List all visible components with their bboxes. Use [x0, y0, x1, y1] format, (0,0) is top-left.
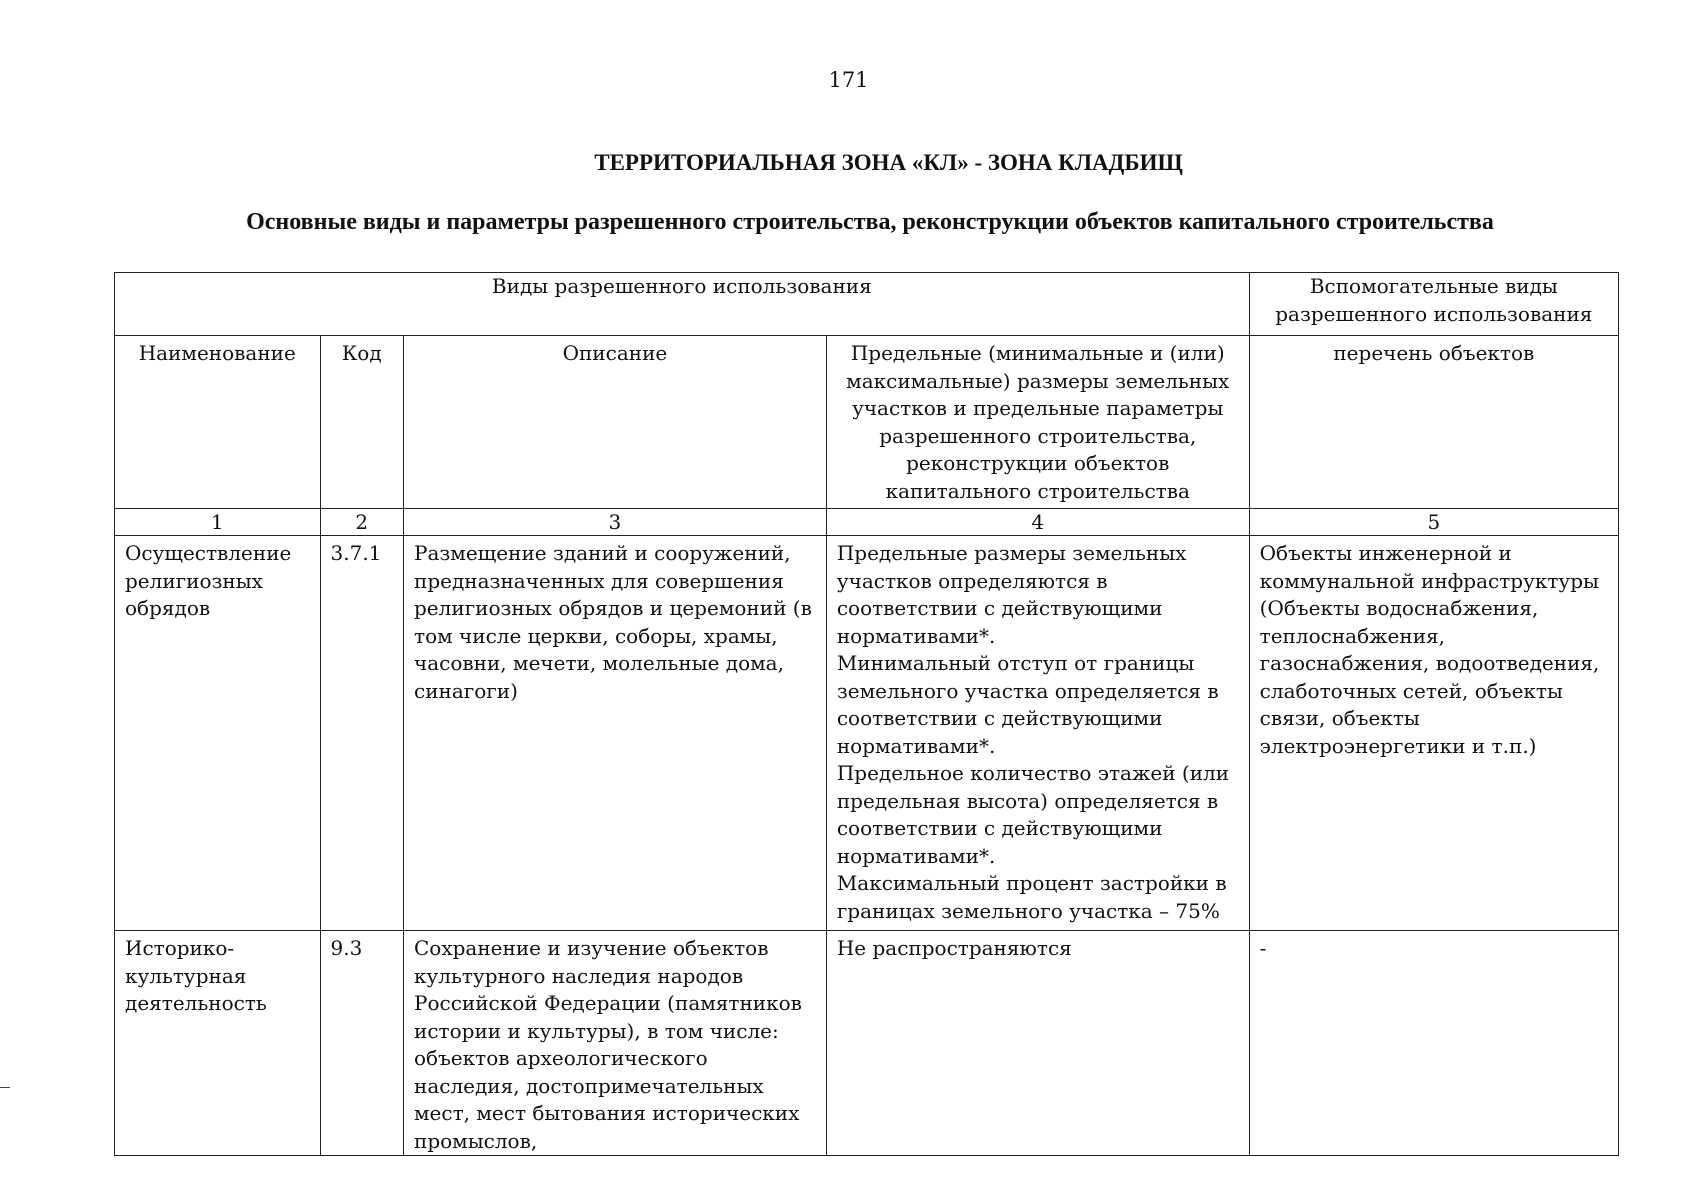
cell-code: 9.3 [320, 931, 403, 1156]
page-number: 171 [828, 68, 869, 92]
limit-line: Предельные размеры земельных участков определяются в соответствии с действующими нормативами*. [836, 541, 1187, 648]
limit-line: Минимальный отступ от границы земельного участка определяется в соответствии с действующими нормативами*. [836, 651, 1219, 758]
cell-description: Размещение зданий и сооружений, предназначенных для совершения религиозных обрядов и церемоний (в том числе церкви, соборы, храмы, часовни, мечети, молельные дома, синагоги) [404, 536, 827, 931]
column-header-description: Описание [404, 336, 827, 509]
page-title: ТЕРРИТОРИАЛЬНАЯ ЗОНА «КЛ» - ЗОНА КЛАДБИЩ [594, 150, 1183, 175]
column-number: 2 [320, 509, 403, 536]
cell-description: Сохранение и изучение объектов культурного наследия народов Российской Федерации (памятников истории и культуры), в том числе: объектов археологического наследия, достопримечательных мест, мест бытования исторических промыслов, [404, 931, 827, 1156]
group-header-cell: Виды разрешенного использования [115, 273, 1250, 336]
column-header-objects: перечень объектов [1249, 336, 1618, 509]
aux-header-cell: Вспомогательные виды разрешенного использования [1249, 273, 1618, 336]
zoning-table [114, 272, 1619, 1156]
column-header-code: Код [320, 336, 403, 509]
cell-limits [826, 536, 1249, 931]
column-number: 3 [404, 509, 827, 536]
margin-mark [0, 1087, 10, 1088]
table-row [115, 931, 1619, 1156]
cell-code: 3.7.1 [320, 536, 403, 931]
cell-aux-objects: - [1249, 931, 1618, 1156]
cell-limits [826, 931, 1249, 1156]
table-header-row-columns [115, 336, 1619, 509]
section-subtitle: Основные виды и параметры разрешенного строительства, реконструкции объектов капитального строительства [246, 209, 1494, 235]
zoning-table-grid [114, 272, 1619, 1156]
cell-name: Историко-культурная деятельность [115, 931, 321, 1156]
table-header-row-group [115, 273, 1619, 336]
column-number: 5 [1249, 509, 1618, 536]
table-row [115, 536, 1619, 931]
cell-name: Осуществление религиозных обрядов [115, 536, 321, 931]
column-number-row [115, 509, 1619, 536]
column-header-name: Наименование [115, 336, 321, 509]
column-number: 1 [115, 509, 321, 536]
column-number: 4 [826, 509, 1249, 536]
limit-line: Максимальный процент застройки в границах земельного участка – 75% [836, 871, 1227, 923]
cell-aux-objects: Объекты инженерной и коммунальной инфраструктуры (Объекты водоснабжения, теплоснабжения, газоснабжения, водоотведения, слаботочных сетей, объекты связи, объекты электроэнергетики и т.п.) [1249, 536, 1618, 931]
limit-line: Не распространяются [836, 936, 1072, 960]
limit-line: Предельное количество этажей (или предельная высота) определяется в соответствии с действующими нормативами*. [836, 761, 1230, 868]
column-header-limits: Предельные (минимальные и (или) максимальные) размеры земельных участков и предельные параметры разрешенного строительства, реконструкции объектов капитального строительства [826, 336, 1249, 509]
